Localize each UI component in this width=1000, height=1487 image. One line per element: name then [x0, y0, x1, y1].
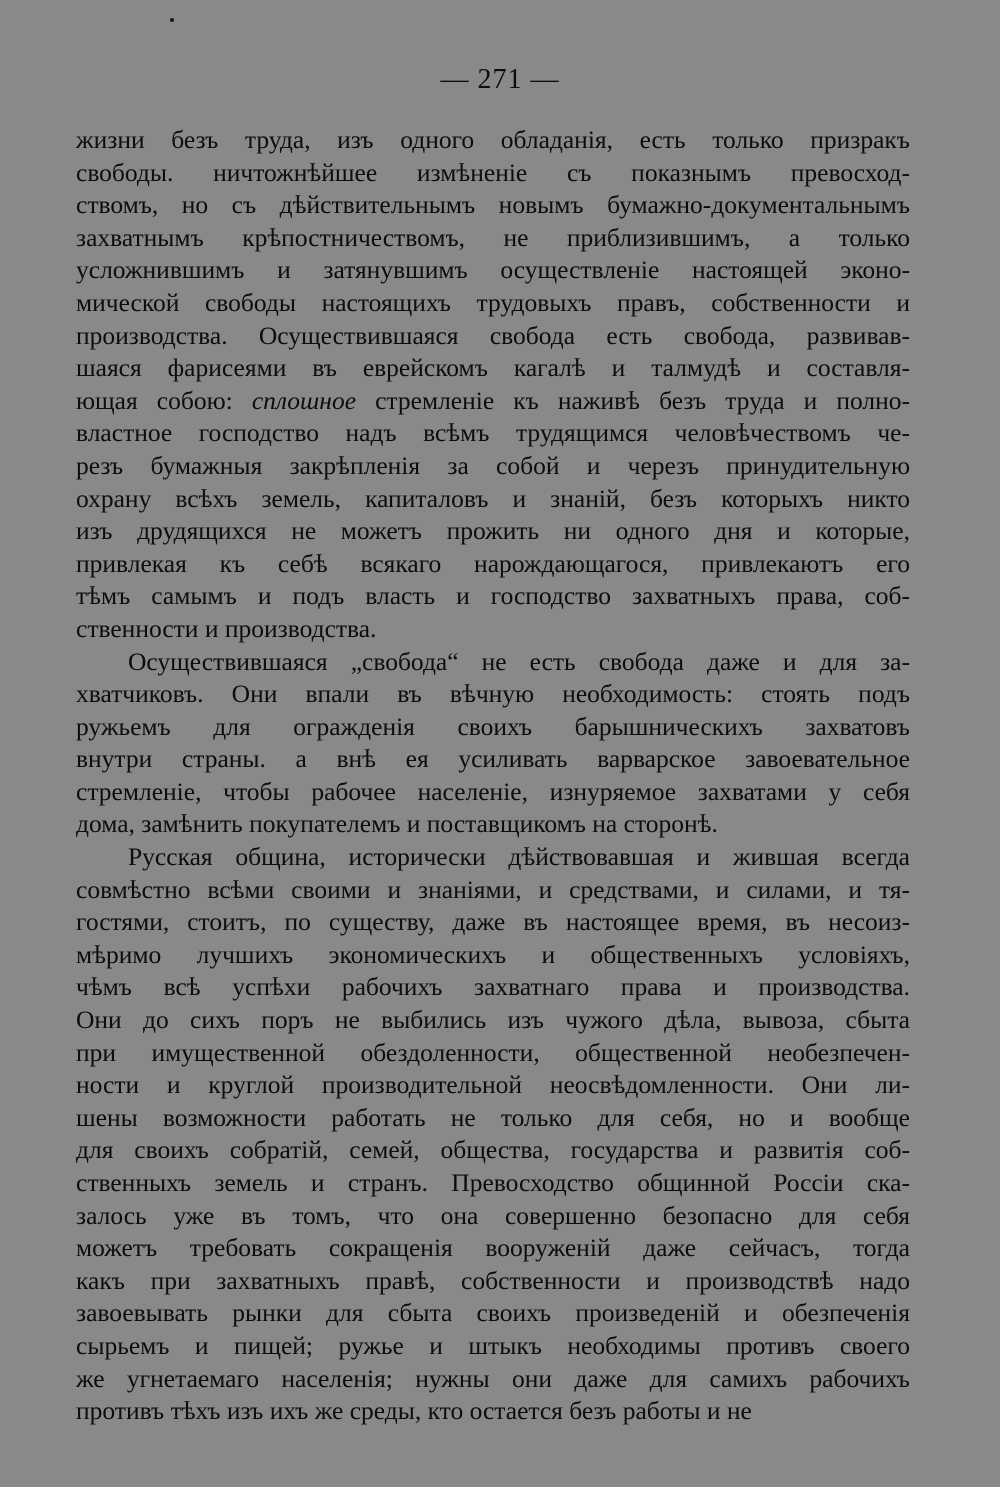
text-line: шаяся фарисеями въ еврейскомъ кагалѣ и талмудѣ и составля- — [76, 353, 910, 383]
text-line: ственныхъ земель и странъ. Превосходство общинной Россіи ска- — [76, 1168, 910, 1197]
italic-emphasis: сплошное — [251, 385, 357, 415]
text-line: сырьемъ и пищей; ружье и штыкъ необходимы противъ своего — [76, 1330, 910, 1360]
text-line: шены возможности работать не только для себя, но и вообще — [76, 1102, 910, 1132]
text-line: ности и круглой производительной неосвѣдомленности. Они ли- — [76, 1070, 910, 1100]
text-line: Русская община, исторически дѣйствовавшая и жившая всегда — [128, 842, 910, 872]
text-line: залось уже въ томъ, что она совершенно безопасно для себя — [76, 1200, 910, 1230]
text-line: дома, замѣнить покупателемъ и поставщикомъ на сторонѣ. — [76, 809, 718, 839]
text-line: тѣмъ самымъ и подъ власть и господство захватныхъ права, соб- — [76, 581, 910, 611]
text-line: какъ при захватныхъ правѣ, собственности и производствѣ надо — [76, 1265, 910, 1295]
text-line: же угнетаемаго населенія; нужны они даже для самихъ рабочихъ — [76, 1363, 910, 1393]
text-line: противъ тѣхъ изъ ихъ же среды, кто остается безъ работы и не — [76, 1396, 752, 1426]
text-line: ственности и производства. — [76, 613, 377, 643]
text-line: Осуществившаяся „свобода“ не есть свобода даже и для за- — [128, 646, 910, 676]
text-line: ружьемъ для огражденія своихъ барышническихъ захватовъ — [76, 711, 910, 741]
text-line: мѣримо лучшихъ экономическихъ и общественныхъ условіяхъ, — [76, 939, 910, 969]
text-line: властное господство надъ всѣмъ трудящимся человѣчествомъ че- — [76, 418, 910, 448]
text-line: хватчиковъ. Они впали въ вѣчную необходимость: стоять подъ — [76, 679, 910, 709]
text-line: для своихъ собратій, семей, общества, государства и развитія соб- — [76, 1135, 910, 1165]
text-line: жизни безъ труда, изъ одного обладанія, есть только призракъ — [76, 125, 910, 154]
text-line: захватнымъ крѣпостничествомъ, не приблизившимъ, а только — [76, 222, 910, 252]
body-text — [76, 124, 910, 1428]
text-line: чѣмъ всѣ успѣхи рабочихъ захватнаго права и производства. — [76, 972, 910, 1002]
text-line: гостями, стоитъ, по существу, даже въ настоящее время, въ несоиз- — [76, 907, 910, 937]
text-line: при имущественной обездоленности, общественной необезпечен- — [76, 1037, 910, 1067]
text-line: можетъ требовать сокращенія вооруженій даже сейчасъ, тогда — [76, 1233, 910, 1263]
text-line: ствомъ, но съ дѣйствительнымъ новымъ бумажно-документальнымъ — [76, 190, 910, 220]
print-speck — [170, 18, 174, 22]
text-line: привлекая къ себѣ всякаго нарождающагося, привлекаютъ его — [76, 548, 910, 578]
text-line: свободы. ничтожнѣйшее измѣненіе съ показнымъ превосход- — [76, 157, 910, 187]
text-line: охрану всѣхъ земель, капиталовъ и знаній, безъ которыхъ никто — [76, 483, 910, 513]
text-line: резъ бумажныя закрѣпленія за собой и черезъ принудительную — [76, 450, 910, 480]
text-line: Они до сихъ поръ не выбились изъ чужого дѣла, вывоза, сбыта — [76, 1005, 910, 1035]
text-line: совмѣстно всѣми своими и знаніями, и средствами, и силами, и тя- — [76, 874, 910, 904]
text-line: мической свободы настоящихъ трудовыхъ правъ, собственности и — [76, 287, 910, 317]
text-line: стремленіе, чтобы рабочее населеніе, изнуряемое захватами у себя — [76, 776, 910, 806]
text-line: усложнившимъ и затянувшимъ осуществленіе настоящей эконо- — [76, 255, 910, 285]
text-line: изъ друдящихся не можетъ прожить ни одного дня и которые, — [76, 516, 910, 546]
text-line: производства. Осуществившаяся свобода есть свобода, развивав- — [76, 320, 910, 350]
text-line: внутри страны. а внѣ ея усиливать варварское завоевательное — [76, 744, 910, 774]
page-number: — 271 — — [440, 64, 560, 95]
text-line: ющая собою: сплошное стремленіе къ наживѣ безъ труда и полно- — [76, 385, 910, 415]
text-line: завоевывать рынки для сбыта своихъ произведеній и обезпеченія — [76, 1298, 910, 1328]
